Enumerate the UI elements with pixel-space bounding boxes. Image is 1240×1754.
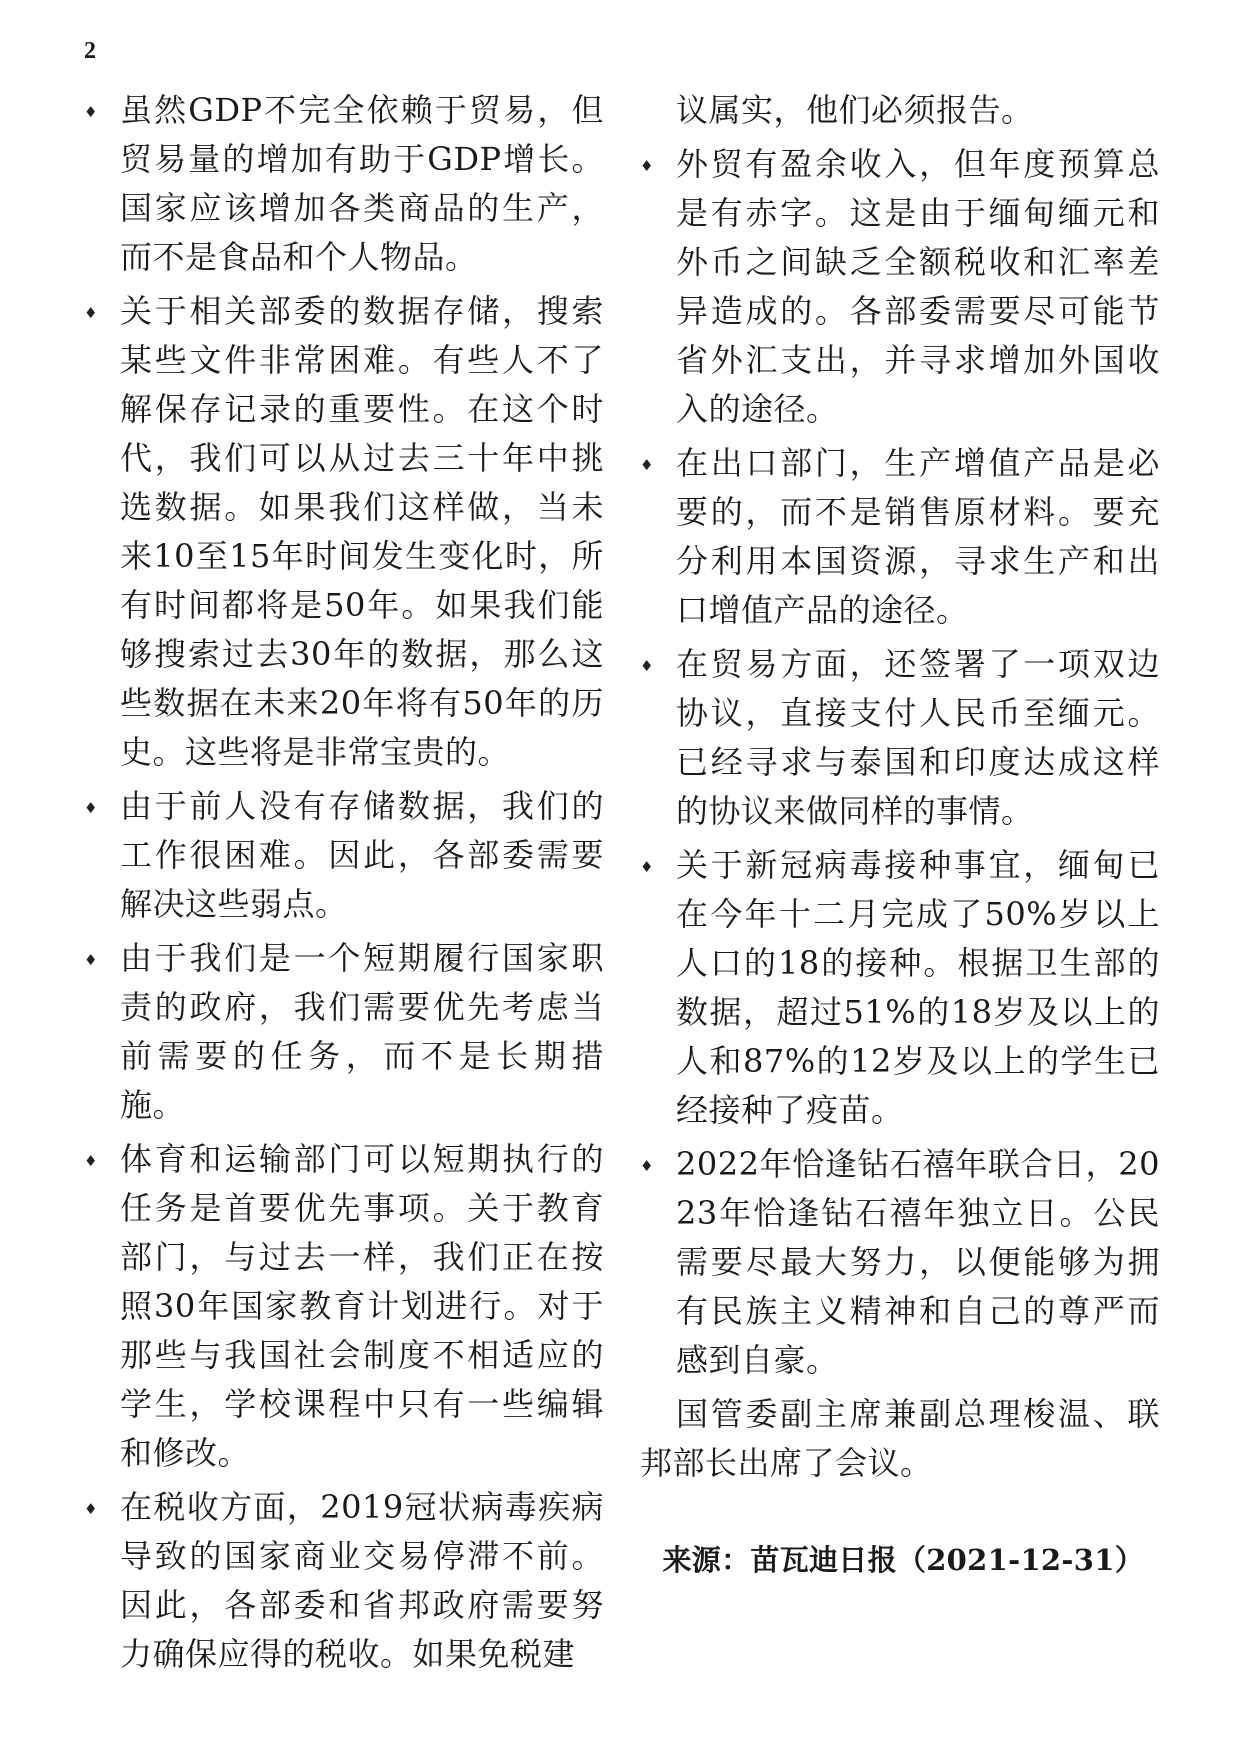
bullet-text: 关于新冠病毒接种事宜，缅甸已在今年十二月完成了50%岁以上人口的18的接种。根据卫生部的数据，超过51%的18岁及以上的人和87%的12岁及以上的学生已经接种了疫苗。 xyxy=(676,846,1160,1129)
left-column xyxy=(84,86,604,1684)
bullet-text: 关于相关部委的数据存储，搜索某些文件非常困难。有些人不了解保存记录的重要性。在这个时代，我们可以从过去三十年中挑选数据。如果我们这样做，当未来10至15年时间发生变化时，所有时间都将是50年。如果我们能够搜索过去30年的数据，那么这些数据在未来20年将有50年的历史。这些将是非常宝贵的。 xyxy=(120,292,604,771)
continued-text: 议属实，他们必须报告。 xyxy=(676,91,1034,129)
bullet-text: 虽然GDP不完全依赖于贸易，但贸易量的增加有助于GDP增长。国家应该增加各类商品的生产，而不是食品和个人物品。 xyxy=(120,91,604,276)
diamond-bullet-icon: ♦ xyxy=(640,1157,654,1175)
diamond-bullet-icon: ♦ xyxy=(84,304,98,322)
right-column xyxy=(640,86,1160,1580)
diamond-bullet-icon: ♦ xyxy=(84,951,98,969)
bullet-text: 由于前人没有存储数据，我们的工作很困难。因此，各部委需要解决这些弱点。 xyxy=(120,787,604,923)
bullet-text: 2022年恰逢钻石禧年联合日，2023年恰逢钻石禧年独立日。公民需要尽最大努力，以便能够为拥有民族主义精神和自己的尊严而感到自豪。 xyxy=(676,1145,1160,1379)
diamond-bullet-icon: ♦ xyxy=(84,1500,98,1518)
bullet-text: 由于我们是一个短期履行国家职责的政府，我们需要优先考虑当前需要的任务，而不是长期措施。 xyxy=(120,939,604,1124)
bullet-text: 体育和运输部门可以短期执行的任务是首要优先事项。关于教育部门，与过去一样，我们正在按照30年国家教育计划进行。对于那些与我国社会制度不相适应的学生，学校课程中只有一些编辑和修改。 xyxy=(120,1140,604,1472)
bullet-item xyxy=(640,439,1160,635)
diamond-bullet-icon: ♦ xyxy=(640,657,654,675)
bullet-text: 在出口部门，生产增值产品是必要的，而不是销售原材料。要充分利用本国资源，寻求生产和出口增值产品的途径。 xyxy=(676,444,1160,629)
bullet-item xyxy=(84,287,604,777)
diamond-bullet-icon: ♦ xyxy=(640,858,654,876)
bullet-item xyxy=(640,640,1160,836)
bullet-item xyxy=(84,934,604,1130)
bullet-text: 外贸有盈余收入，但年度预算总是有赤字。这是由于缅甸缅元和外币之间缺乏全额税收和汇率差异造成的。各部委需要尽可能节省外汇支出，并寻求增加外国收入的途径。 xyxy=(676,145,1160,428)
bullet-item xyxy=(84,86,604,282)
bullet-text: 在税收方面，2019冠状病毒疾病导致的国家商业交易停滞不前。因此，各部委和省邦政府需要努力确保应得的税收。如果免税建 xyxy=(120,1488,604,1673)
bullet-item xyxy=(640,841,1160,1135)
bullet-item xyxy=(84,1135,604,1478)
source-citation: 来源：苗瓦迪日报（2021-12-31） xyxy=(662,1543,1144,1577)
closing-paragraph: 国管委副主席兼副总理梭温、联邦部长出席了会议。 xyxy=(640,1395,1160,1482)
bullet-item xyxy=(640,140,1160,434)
diamond-bullet-icon: ♦ xyxy=(84,799,98,817)
diamond-bullet-icon: ♦ xyxy=(84,103,98,121)
diamond-bullet-icon: ♦ xyxy=(640,456,654,474)
page-number: 2 xyxy=(84,38,96,64)
bullet-item xyxy=(84,1483,604,1679)
diamond-bullet-icon: ♦ xyxy=(84,1152,98,1170)
bullet-text: 在贸易方面，还签署了一项双边协议，直接支付人民币至缅元。已经寻求与泰国和印度达成这样的协议来做同样的事情。 xyxy=(676,645,1160,830)
bullet-item xyxy=(640,1140,1160,1385)
diamond-bullet-icon: ♦ xyxy=(640,157,654,175)
bullet-item xyxy=(84,782,604,929)
